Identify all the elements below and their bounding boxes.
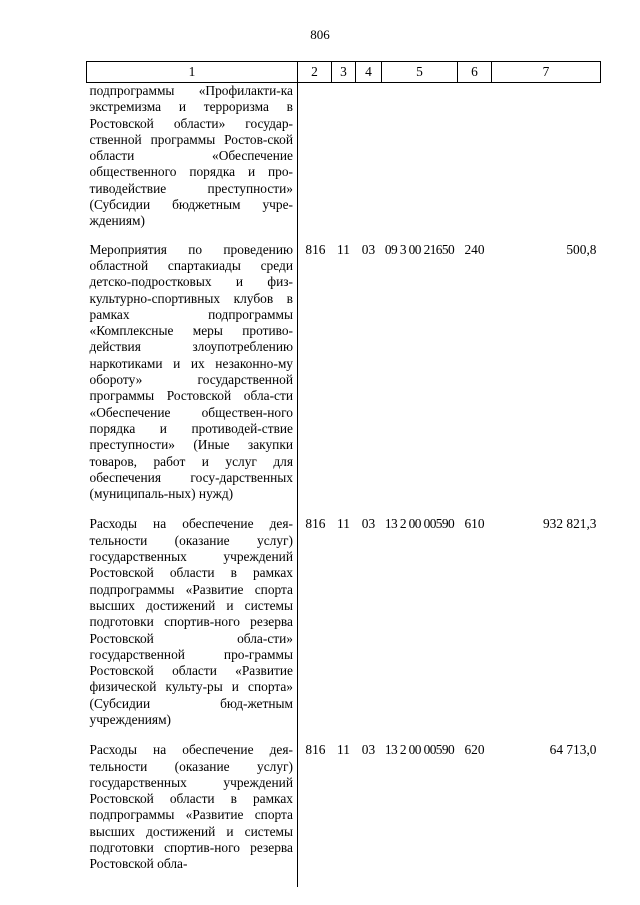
row-vr: 240 <box>464 241 485 257</box>
row-description: Расходы на обеспечение дея-тельности (оказание услуг) государственных учреждений Ростовской области в рамках подпрограммы «Развитие спорта высших достижений и системы подготовки спортив-ного резерва Ростовской обла- <box>87 742 298 886</box>
header-col-3: 3 <box>332 62 356 83</box>
header-col-6: 6 <box>458 62 492 83</box>
row-pr: 03 <box>361 241 376 257</box>
row-ved: 816 <box>305 241 326 257</box>
row-description: Расходы на обеспечение дея-тельности (оказание услуг) государственных учреждений Ростовской области в рамках подпрограммы «Развитие спорта высших достижений и системы подготовки спортив-ного резерва Ростовской обла-сти» государственной про-граммы Ростовской области «Развитие физической культу-ры и спорта» (Субсидии бюд-жетным учреждениям) <box>87 516 298 742</box>
row-csr: 09 3 00 21650 <box>384 241 455 257</box>
header-col-5: 5 <box>382 62 458 83</box>
row-pr: 03 <box>361 742 376 758</box>
row-rz: 11 <box>337 742 350 758</box>
row-description: Мероприятия по проведению областной спартакиады среди детско-подростковых и физ-культурно-спортивных клубов в рамках подпрограммы «Комплексные меры противо-действия злоупотреблению наркотиками и их незаконно-му обороту» государственной программы Ростовской обла-сти «Обеспечение обществен-ного порядка и противодей-ствие преступности» (Иные закупки товаров, работ и услуг для обеспечения госу-дарственных (муниципаль-ных) нужд) <box>87 242 298 517</box>
row-rz: 11 <box>337 241 350 257</box>
row-vr: 620 <box>464 742 485 758</box>
page-number: 806 <box>310 27 330 42</box>
table-row <box>87 242 601 517</box>
row-sum: 932 821,3 <box>542 516 597 532</box>
row-description: подпрограммы «Профилакти-ка экстремизма и терроризма в Ростовской области» государ-ственной программы Ростов-ской области «Обеспечение общественного порядка и про-тиводействие преступности» (Субсидии бюджетным учре-ждениям) <box>87 83 298 242</box>
header-col-1: 1 <box>87 62 298 83</box>
row-sum: 64 713,0 <box>549 742 597 758</box>
row-sum: 500,8 <box>566 241 597 257</box>
row-ved: 816 <box>305 742 326 758</box>
header-col-2: 2 <box>298 62 332 83</box>
row-rz: 11 <box>337 516 350 532</box>
header-col-4: 4 <box>356 62 382 83</box>
table-row <box>87 516 601 742</box>
table-row <box>87 742 601 886</box>
header-row <box>87 62 601 83</box>
row-vr: 610 <box>464 516 485 532</box>
row-csr: 13 2 00 00590 <box>384 742 455 758</box>
row-ved: 816 <box>305 516 326 532</box>
budget-table <box>86 61 601 887</box>
row-pr: 03 <box>361 516 376 532</box>
table-row-continuation <box>87 83 601 242</box>
row-csr: 13 2 00 00590 <box>384 516 455 532</box>
header-col-7: 7 <box>492 62 601 83</box>
